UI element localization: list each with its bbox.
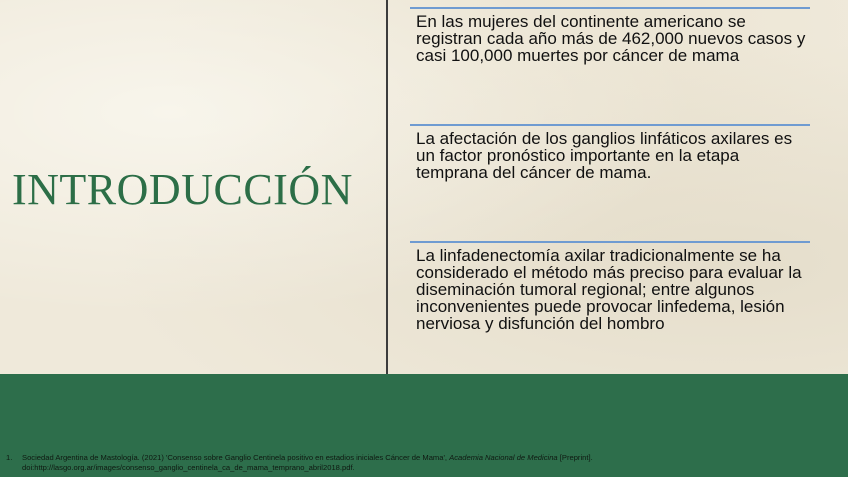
point-block-3 (410, 241, 810, 332)
footnote-number: 1. (6, 453, 13, 462)
point-block-2 (410, 124, 810, 181)
point-block-1 (410, 7, 810, 64)
vertical-divider (386, 0, 388, 374)
point-text: En las mujeres del continente americano se registran cada año más de 462,000 nuevos casos y casi 100,000 muertes por cáncer de mama (416, 12, 806, 65)
footnote (6, 453, 836, 473)
point-text: La linfadenectomía axilar tradicionalmente se ha considerado el método más preciso para evaluar la diseminación tumoral regional; entre algunos inconvenientes puede provocar linfedema, lesión nerviosa y disfunción del hombro (416, 246, 802, 333)
footnote-body (22, 453, 836, 473)
footnote-suffix: [Preprint]. (559, 453, 593, 462)
footnote-citation: Sociedad Argentina de Mastología. (2021) 'Consenso sobre Ganglio Centinela positivo en estadios iniciales Cáncer de Mama', (22, 453, 448, 462)
footnote-doi: doi:http://lasgo.org.ar/images/consenso_ganglio_centinela_ca_de_mama_temprano_abril2018.pdf. (22, 463, 355, 472)
point-text: La afectación de los ganglios linfáticos axilares es un factor pronóstico importante en la etapa temprana del cáncer de mama. (416, 129, 793, 182)
slide-title: INTRODUCCIÓN (12, 165, 353, 214)
footnote-journal: Academia Nacional de Medicina (449, 453, 558, 462)
